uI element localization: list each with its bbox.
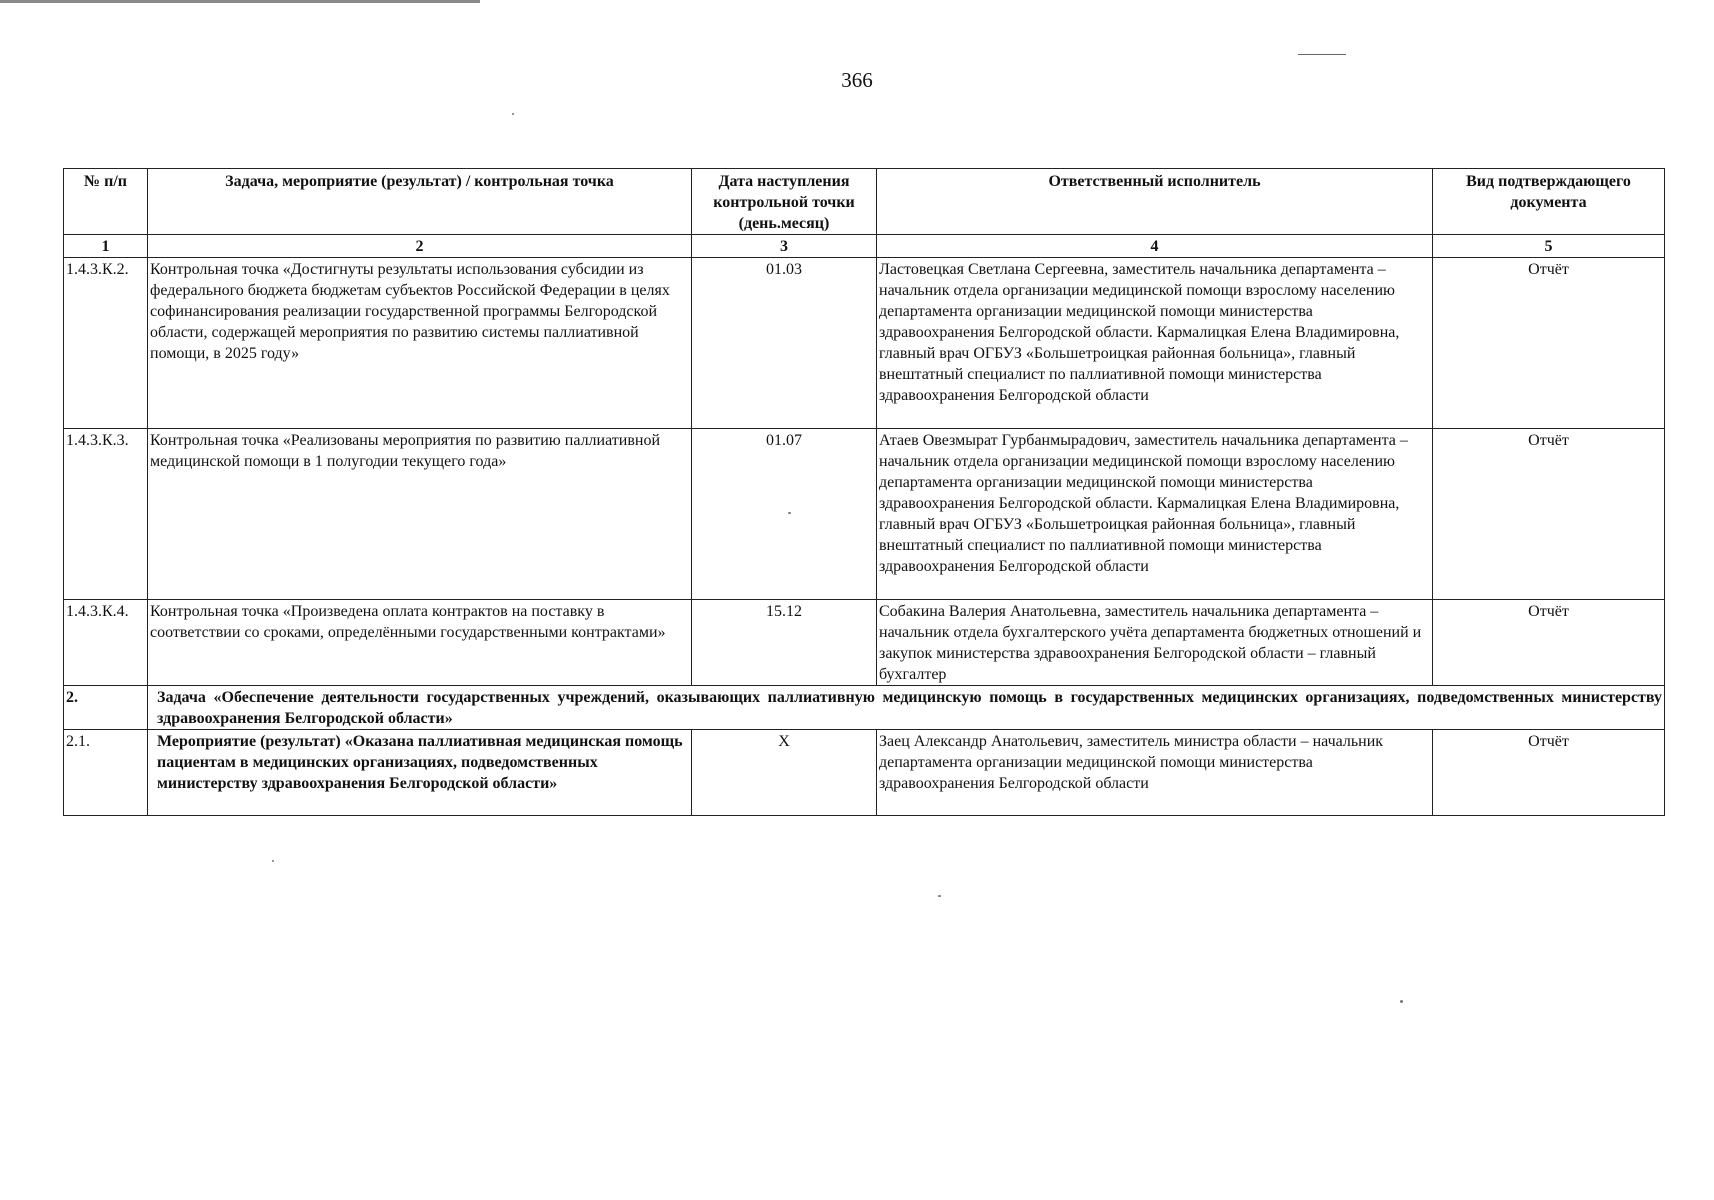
page-number: 366: [841, 68, 873, 92]
header-date: Дата наступления контрольной точки (день.месяц): [692, 169, 877, 235]
row-date: 15.12: [692, 600, 877, 686]
task-row: [64, 686, 1665, 730]
row-date: 01.03: [692, 258, 877, 429]
measure-date: Х: [692, 730, 877, 816]
row-title: Контрольная точка «Достигнуты результаты использования субсидии из федерального бюджета бюджетам субъектов Российской Федерации в целях софинансирования реализации государственной программы Белгородской области, содержащей мероприятия по развитию системы паллиативной помощи, в 2025 году»: [148, 258, 692, 429]
table-row: [64, 258, 1665, 429]
scan-speck: [1400, 1000, 1403, 1003]
row-executor: Собакина Валерия Анатольевна, заместитель начальника департамента – начальник отдела бухгалтерского учёта департамента бюджетных отношений и закупок министерства здравоохранения Белгородской области – главный бухгалтер: [877, 600, 1433, 686]
column-number: 4: [877, 235, 1433, 258]
column-number: 3: [692, 235, 877, 258]
measure-row: [64, 730, 1665, 816]
row-number: 1.4.3.К.4.: [64, 600, 148, 686]
scan-edge-mark: [0, 0, 480, 3]
column-number: 1: [64, 235, 148, 258]
row-executor: Атаев Овезмырат Гурбанмырадович, заместитель начальника департамента – начальник отдела организации медицинской помощи взрослому населению департамента организации медицинской помощи министерства здравоохранения Белгородской области. Кармалицкая Елена Владимировна, главный врач ОГБУЗ «Большетроицкая районная больница», главный внештатный специалист по паллиативной помощи министерства здравоохранения Белгородской области: [877, 429, 1433, 600]
measure-title: Мероприятие (результат) «Оказана паллиативная медицинская помощь пациентам в медицинских организациях, подведомственных министерству здравоохранения Белгородской области»: [148, 730, 692, 816]
row-title: Контрольная точка «Произведена оплата контрактов на поставку в соответствии со сроками, определёнными государственными контрактами»: [148, 600, 692, 686]
control-points-table: [63, 168, 1665, 816]
scan-speck: [512, 113, 514, 115]
scan-dash-mark: [1298, 54, 1346, 55]
row-date: 01.07: [692, 429, 877, 600]
measure-executor: Заец Александр Анатольевич, заместитель министра области – начальник департамента организации медицинской помощи министерства здравоохранения Белгородской области: [877, 730, 1433, 816]
column-number: 5: [1433, 235, 1665, 258]
header-task: Задача, мероприятие (результат) / контрольная точка: [148, 169, 692, 235]
task-text: Задача «Обеспечение деятельности государственных учреждений, оказывающих паллиативную медицинскую помощь в государственных медицинских организациях, подведомственных министерству здравоохранения Белгородской области»: [148, 686, 1665, 730]
table-header-row: [64, 169, 1665, 235]
header-number: № п/п: [64, 169, 148, 235]
table-row: [64, 600, 1665, 686]
measure-number: 2.1.: [64, 730, 148, 816]
row-document-type: Отчёт: [1433, 258, 1665, 429]
row-executor: Ластовецкая Светлана Сергеевна, заместитель начальника департамента – начальник отдела организации медицинской помощи взрослому населению департамента организации медицинской помощи министерства здравоохранения Белгородской области. Кармалицкая Елена Владимировна, главный врач ОГБУЗ «Большетроицкая районная больница», главный внештатный специалист по паллиативной помощи министерства здравоохранения Белгородской области: [877, 258, 1433, 429]
row-title: Контрольная точка «Реализованы мероприятия по развитию паллиативной медицинской помощи в 1 полугодии текущего года»: [148, 429, 692, 600]
header-document-type: Вид подтверждающего документа: [1433, 169, 1665, 235]
scan-speck: [938, 895, 941, 897]
task-number: 2.: [64, 686, 148, 730]
measure-document-type: Отчёт: [1433, 730, 1665, 816]
row-document-type: Отчёт: [1433, 429, 1665, 600]
column-number-row: [64, 235, 1665, 258]
header-executor: Ответственный исполнитель: [877, 169, 1433, 235]
column-number: 2: [148, 235, 692, 258]
row-document-type: Отчёт: [1433, 600, 1665, 686]
row-number: 1.4.3.К.3.: [64, 429, 148, 600]
scan-speck: [272, 860, 274, 862]
row-number: 1.4.3.К.2.: [64, 258, 148, 429]
table-row: [64, 429, 1665, 600]
